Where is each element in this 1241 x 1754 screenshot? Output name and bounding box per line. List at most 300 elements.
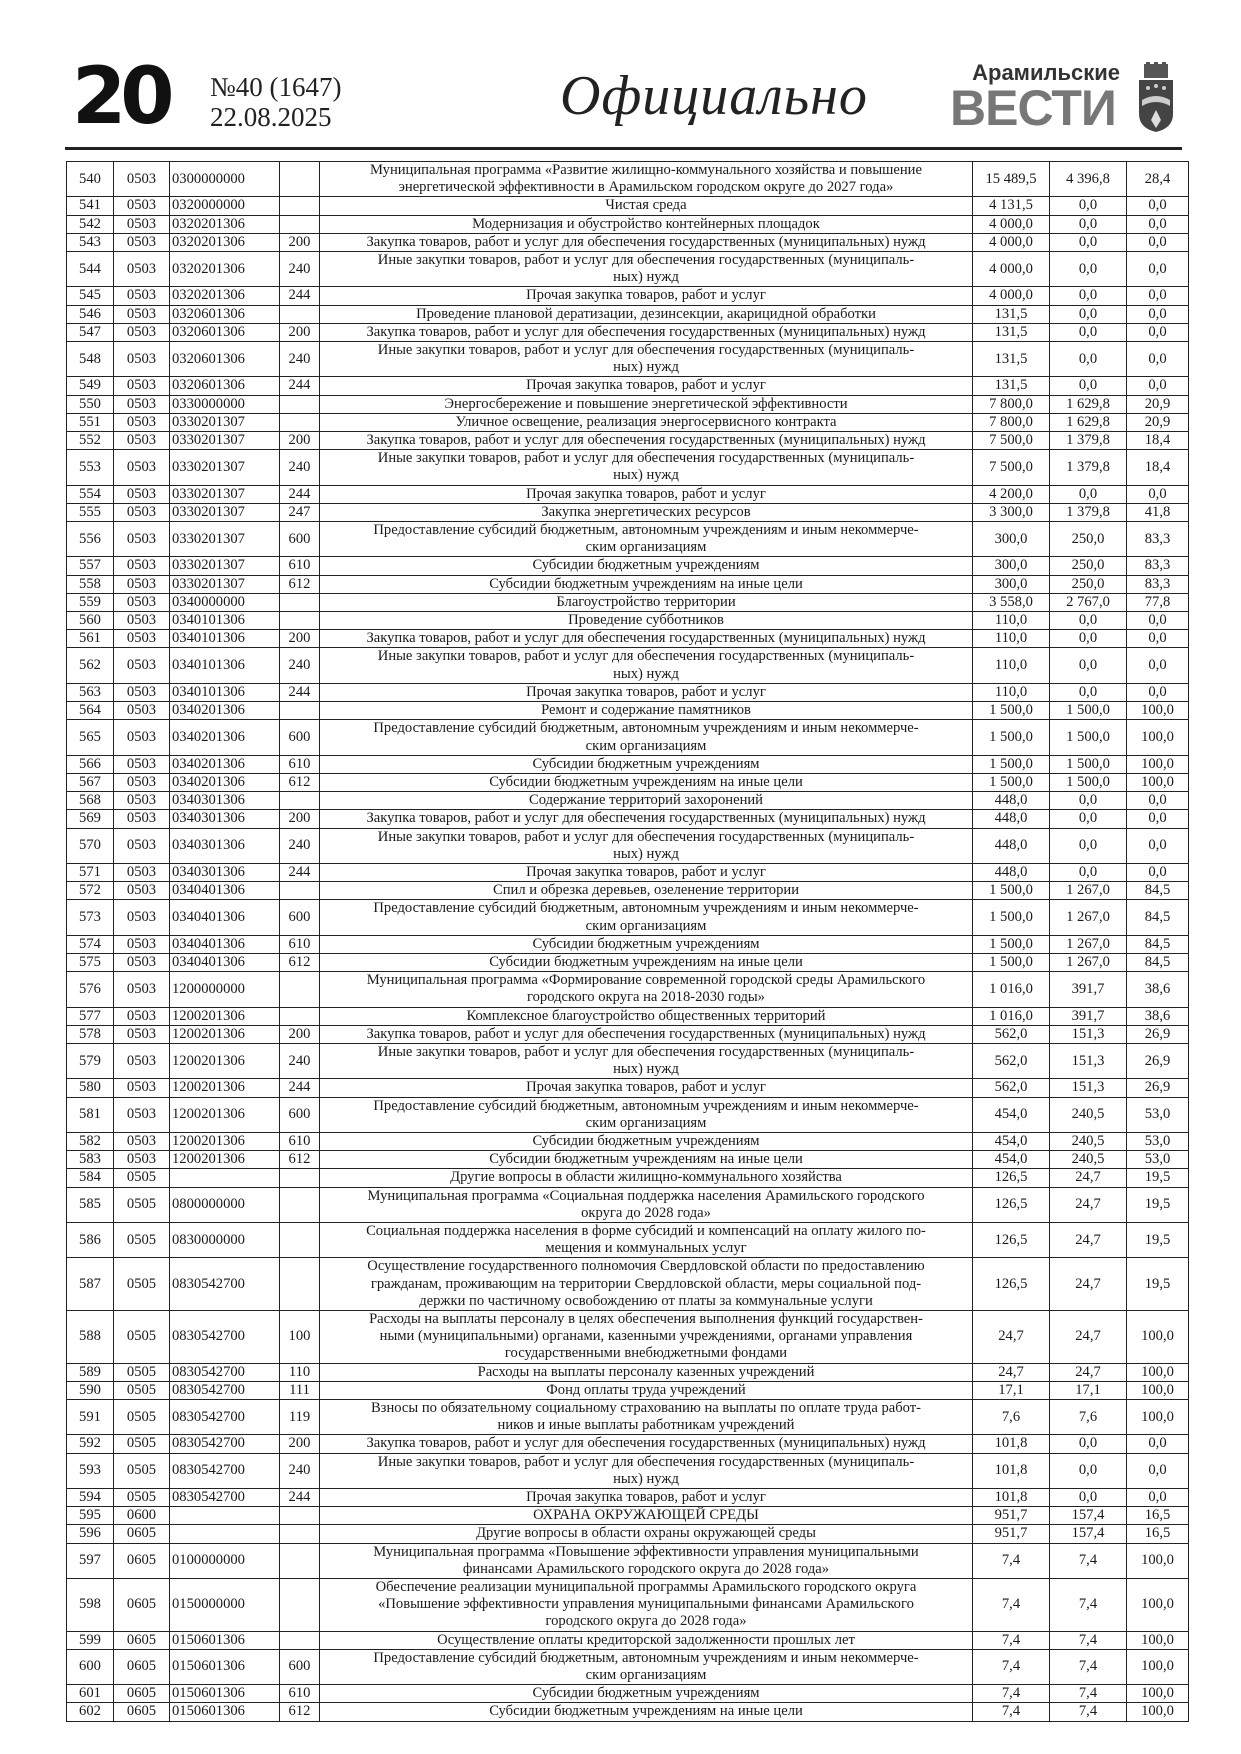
item-name: Расходы на выплаты персоналу казенных учреждений xyxy=(320,1363,973,1381)
item-name: Осуществление государственного полномочия Свердловской области по предоставлению гражданам, проживающим на территории Свердловской области, меры социальной под- держки по частичному освобождению от платы за коммунальные услуги xyxy=(320,1258,973,1311)
actual-amount: 24,7 xyxy=(1050,1258,1127,1311)
expense-type: 240 xyxy=(280,648,320,683)
item-name: Закупка товаров, работ и услуг для обеспечения государственных (муниципальных) нужд xyxy=(320,432,973,450)
actual-amount: 1 267,0 xyxy=(1050,900,1127,935)
target-article: 1200000000 xyxy=(170,972,280,1007)
item-name: Уличное освещение, реализация энергосервисного контракта xyxy=(320,413,973,431)
section-code: 0503 xyxy=(114,972,170,1007)
target-article: 1200201306 xyxy=(170,1079,280,1097)
target-article: 0320201306 xyxy=(170,287,280,305)
table-row xyxy=(67,522,1189,557)
row-number: 589 xyxy=(67,1363,114,1381)
table-row xyxy=(67,1132,1189,1150)
row-number: 599 xyxy=(67,1631,114,1649)
row-number: 550 xyxy=(67,395,114,413)
actual-amount: 0,0 xyxy=(1050,683,1127,701)
expense-type xyxy=(280,792,320,810)
expense-type xyxy=(280,1222,320,1257)
section-code: 0503 xyxy=(114,575,170,593)
row-number: 543 xyxy=(67,233,114,251)
plan-amount: 3 558,0 xyxy=(973,593,1050,611)
table-row xyxy=(67,413,1189,431)
actual-amount: 0,0 xyxy=(1050,630,1127,648)
table-row xyxy=(67,1007,1189,1025)
plan-amount: 131,5 xyxy=(973,342,1050,377)
section-code: 0503 xyxy=(114,828,170,863)
plan-amount: 101,8 xyxy=(973,1489,1050,1507)
expense-type: 100 xyxy=(280,1311,320,1364)
plan-amount: 4 000,0 xyxy=(973,287,1050,305)
section-code: 0503 xyxy=(114,413,170,431)
expense-type: 612 xyxy=(280,773,320,791)
target-article: 0330201307 xyxy=(170,413,280,431)
section-code: 0503 xyxy=(114,1043,170,1078)
table-row xyxy=(67,935,1189,953)
expense-type: 600 xyxy=(280,1097,320,1132)
table-row xyxy=(67,1381,1189,1399)
item-name: Субсидии бюджетным учреждениям xyxy=(320,1685,973,1703)
section-code: 0503 xyxy=(114,953,170,971)
expense-type: 247 xyxy=(280,503,320,521)
target-article: 0830542700 xyxy=(170,1489,280,1507)
item-name: Закупка товаров, работ и услуг для обеспечения государственных (муниципальных) нужд xyxy=(320,233,973,251)
expense-type: 600 xyxy=(280,1649,320,1684)
row-number: 554 xyxy=(67,485,114,503)
actual-amount: 1 379,8 xyxy=(1050,503,1127,521)
plan-amount: 4 200,0 xyxy=(973,485,1050,503)
expense-type: 612 xyxy=(280,953,320,971)
actual-amount: 151,3 xyxy=(1050,1025,1127,1043)
expense-type: 610 xyxy=(280,755,320,773)
item-name: Субсидии бюджетным учреждениям на иные цели xyxy=(320,1151,973,1169)
expense-type xyxy=(280,702,320,720)
coat-of-arms-icon xyxy=(1136,62,1176,132)
table-row xyxy=(67,215,1189,233)
execution-percent: 100,0 xyxy=(1127,1543,1189,1578)
section-code: 0505 xyxy=(114,1435,170,1453)
table-row xyxy=(67,1311,1189,1364)
actual-amount: 0,0 xyxy=(1050,792,1127,810)
row-number: 580 xyxy=(67,1079,114,1097)
plan-amount: 24,7 xyxy=(973,1363,1050,1381)
target-article: 0330000000 xyxy=(170,395,280,413)
target-article: 0100000000 xyxy=(170,1543,280,1578)
row-number: 575 xyxy=(67,953,114,971)
row-number: 596 xyxy=(67,1525,114,1543)
execution-percent: 84,5 xyxy=(1127,935,1189,953)
execution-percent: 100,0 xyxy=(1127,1363,1189,1381)
plan-amount: 7 800,0 xyxy=(973,395,1050,413)
section-code: 0605 xyxy=(114,1649,170,1684)
actual-amount: 240,5 xyxy=(1050,1097,1127,1132)
table-row xyxy=(67,1631,1189,1649)
plan-amount: 131,5 xyxy=(973,305,1050,323)
table-row xyxy=(67,773,1189,791)
actual-amount: 1 500,0 xyxy=(1050,755,1127,773)
actual-amount: 1 629,8 xyxy=(1050,395,1127,413)
execution-percent: 100,0 xyxy=(1127,1631,1189,1649)
expense-type: 612 xyxy=(280,1703,320,1721)
target-article: 0320201306 xyxy=(170,252,280,287)
section-code: 0605 xyxy=(114,1703,170,1721)
target-article: 0320201306 xyxy=(170,215,280,233)
expense-type xyxy=(280,1525,320,1543)
execution-percent: 100,0 xyxy=(1127,1381,1189,1399)
item-name: Субсидии бюджетным учреждениям xyxy=(320,557,973,575)
section-code: 0503 xyxy=(114,450,170,485)
section-code: 0505 xyxy=(114,1311,170,1364)
table-row xyxy=(67,395,1189,413)
table-row xyxy=(67,1187,1189,1222)
row-number: 556 xyxy=(67,522,114,557)
plan-amount: 131,5 xyxy=(973,323,1050,341)
plan-amount: 7,4 xyxy=(973,1649,1050,1684)
budget-table xyxy=(66,161,1189,1722)
item-name: Проведение плановой дератизации, дезинсекции, акарицидной обработки xyxy=(320,305,973,323)
plan-amount: 126,5 xyxy=(973,1169,1050,1187)
section-code: 0505 xyxy=(114,1381,170,1399)
plan-amount: 17,1 xyxy=(973,1381,1050,1399)
item-name: Чистая среда xyxy=(320,197,973,215)
logo-top-text: Арамильские xyxy=(972,60,1120,85)
section-code: 0503 xyxy=(114,720,170,755)
item-name: Прочая закупка товаров, работ и услуг xyxy=(320,287,973,305)
table-row xyxy=(67,485,1189,503)
expense-type: 600 xyxy=(280,900,320,935)
item-name: Проведение субботников xyxy=(320,612,973,630)
expense-type xyxy=(280,305,320,323)
item-name: Взносы по обязательному социальному страхованию на выплаты по оплате труда работ- ников и иные выплаты работникам учреждений xyxy=(320,1400,973,1435)
target-article: 0830542700 xyxy=(170,1400,280,1435)
actual-amount: 240,5 xyxy=(1050,1132,1127,1150)
expense-type xyxy=(280,413,320,431)
table-row xyxy=(67,252,1189,287)
expense-type: 200 xyxy=(280,323,320,341)
target-article: 0150601306 xyxy=(170,1631,280,1649)
plan-amount: 110,0 xyxy=(973,630,1050,648)
section-code: 0503 xyxy=(114,792,170,810)
item-name: Ремонт и содержание памятников xyxy=(320,702,973,720)
execution-percent: 20,9 xyxy=(1127,395,1189,413)
section-code: 0503 xyxy=(114,1079,170,1097)
target-article: 0830000000 xyxy=(170,1222,280,1257)
section-code: 0605 xyxy=(114,1631,170,1649)
item-name: Предоставление субсидий бюджетным, автономным учреждениям и иным некоммерче- ским организациям xyxy=(320,1097,973,1132)
target-article xyxy=(170,1507,280,1525)
actual-amount: 0,0 xyxy=(1050,810,1127,828)
target-article: 0320601306 xyxy=(170,342,280,377)
expense-type xyxy=(280,1007,320,1025)
plan-amount: 562,0 xyxy=(973,1025,1050,1043)
item-name: Муниципальная программа «Формирование современной городской среды Арамильского городского округа на 2018-2030 годы» xyxy=(320,972,973,1007)
section-code: 0600 xyxy=(114,1507,170,1525)
item-name: Предоставление субсидий бюджетным, автономным учреждениям и иным некоммерче- ским организациям xyxy=(320,900,973,935)
plan-amount: 7,6 xyxy=(973,1400,1050,1435)
row-number: 584 xyxy=(67,1169,114,1187)
table-row xyxy=(67,1222,1189,1257)
actual-amount: 7,4 xyxy=(1050,1649,1127,1684)
execution-percent: 19,5 xyxy=(1127,1169,1189,1187)
target-article: 0340000000 xyxy=(170,593,280,611)
target-article: 0340201306 xyxy=(170,755,280,773)
target-article: 1200201306 xyxy=(170,1043,280,1078)
row-number: 565 xyxy=(67,720,114,755)
row-number: 541 xyxy=(67,197,114,215)
item-name: Другие вопросы в области жилищно-коммунального хозяйства xyxy=(320,1169,973,1187)
plan-amount: 7,4 xyxy=(973,1543,1050,1578)
table-row xyxy=(67,1649,1189,1684)
expense-type: 244 xyxy=(280,683,320,701)
execution-percent: 38,6 xyxy=(1127,1007,1189,1025)
plan-amount: 1 016,0 xyxy=(973,1007,1050,1025)
row-number: 587 xyxy=(67,1258,114,1311)
plan-amount: 4 000,0 xyxy=(973,233,1050,251)
actual-amount: 1 500,0 xyxy=(1050,702,1127,720)
execution-percent: 18,4 xyxy=(1127,432,1189,450)
expense-type: 610 xyxy=(280,557,320,575)
item-name: Иные закупки товаров, работ и услуг для обеспечения государственных (муниципаль- ных) нужд xyxy=(320,1043,973,1078)
target-article: 0340101306 xyxy=(170,612,280,630)
table-row xyxy=(67,1543,1189,1578)
item-name: Модернизация и обустройство контейнерных площадок xyxy=(320,215,973,233)
row-number: 583 xyxy=(67,1151,114,1169)
actual-amount: 151,3 xyxy=(1050,1043,1127,1078)
execution-percent: 26,9 xyxy=(1127,1043,1189,1078)
expense-type xyxy=(280,612,320,630)
plan-amount: 1 500,0 xyxy=(973,882,1050,900)
actual-amount: 151,3 xyxy=(1050,1079,1127,1097)
target-article: 0340401306 xyxy=(170,935,280,953)
item-name: Закупка товаров, работ и услуг для обеспечения государственных (муниципальных) нужд xyxy=(320,1435,973,1453)
target-article: 0320601306 xyxy=(170,323,280,341)
target-article: 0340101306 xyxy=(170,683,280,701)
plan-amount: 4 000,0 xyxy=(973,252,1050,287)
row-number: 560 xyxy=(67,612,114,630)
target-article: 0800000000 xyxy=(170,1187,280,1222)
row-number: 585 xyxy=(67,1187,114,1222)
expense-type: 244 xyxy=(280,1489,320,1507)
section-code: 0503 xyxy=(114,702,170,720)
plan-amount: 4 000,0 xyxy=(973,215,1050,233)
section-code: 0503 xyxy=(114,162,170,197)
issue-number: №40 (1647) xyxy=(210,72,342,102)
table-row xyxy=(67,323,1189,341)
execution-percent: 0,0 xyxy=(1127,287,1189,305)
section-code: 0503 xyxy=(114,612,170,630)
section-code: 0503 xyxy=(114,342,170,377)
section-code: 0503 xyxy=(114,882,170,900)
execution-percent: 53,0 xyxy=(1127,1151,1189,1169)
actual-amount: 24,7 xyxy=(1050,1363,1127,1381)
item-name: Прочая закупка товаров, работ и услуг xyxy=(320,1489,973,1507)
execution-percent: 0,0 xyxy=(1127,828,1189,863)
table-row xyxy=(67,648,1189,683)
target-article: 0340401306 xyxy=(170,882,280,900)
row-number: 547 xyxy=(67,323,114,341)
actual-amount: 1 379,8 xyxy=(1050,450,1127,485)
actual-amount: 0,0 xyxy=(1050,612,1127,630)
row-number: 586 xyxy=(67,1222,114,1257)
plan-amount: 126,5 xyxy=(973,1187,1050,1222)
expense-type: 244 xyxy=(280,1079,320,1097)
page-number: 20 xyxy=(72,52,169,142)
actual-amount: 7,6 xyxy=(1050,1400,1127,1435)
item-name: Предоставление субсидий бюджетным, автономным учреждениям и иным некоммерче- ским организациям xyxy=(320,1649,973,1684)
section-code: 0503 xyxy=(114,1097,170,1132)
execution-percent: 26,9 xyxy=(1127,1079,1189,1097)
actual-amount: 24,7 xyxy=(1050,1169,1127,1187)
item-name: Иные закупки товаров, работ и услуг для обеспечения государственных (муниципаль- ных) нужд xyxy=(320,252,973,287)
execution-percent: 84,5 xyxy=(1127,882,1189,900)
actual-amount: 0,0 xyxy=(1050,323,1127,341)
expense-type xyxy=(280,593,320,611)
newspaper-logo xyxy=(950,60,1120,136)
actual-amount: 7,4 xyxy=(1050,1579,1127,1632)
expense-type xyxy=(280,1507,320,1525)
execution-percent: 53,0 xyxy=(1127,1097,1189,1132)
section-code: 0503 xyxy=(114,503,170,521)
expense-type: 600 xyxy=(280,720,320,755)
actual-amount: 1 500,0 xyxy=(1050,773,1127,791)
section-code: 0503 xyxy=(114,810,170,828)
target-article: 0830542700 xyxy=(170,1381,280,1399)
actual-amount: 0,0 xyxy=(1050,305,1127,323)
execution-percent: 20,9 xyxy=(1127,413,1189,431)
actual-amount: 1 500,0 xyxy=(1050,720,1127,755)
table-row xyxy=(67,755,1189,773)
table-row xyxy=(67,1507,1189,1525)
expense-type: 612 xyxy=(280,575,320,593)
execution-percent: 0,0 xyxy=(1127,377,1189,395)
plan-amount: 1 500,0 xyxy=(973,953,1050,971)
actual-amount: 1 267,0 xyxy=(1050,953,1127,971)
item-name: Закупка энергетических ресурсов xyxy=(320,503,973,521)
execution-percent: 19,5 xyxy=(1127,1187,1189,1222)
target-article: 0330201307 xyxy=(170,432,280,450)
item-name: Иные закупки товаров, работ и услуг для обеспечения государственных (муниципаль- ных) нужд xyxy=(320,1453,973,1488)
actual-amount: 1 629,8 xyxy=(1050,413,1127,431)
actual-amount: 0,0 xyxy=(1050,485,1127,503)
table-row xyxy=(67,972,1189,1007)
row-number: 566 xyxy=(67,755,114,773)
row-number: 557 xyxy=(67,557,114,575)
target-article: 0330201307 xyxy=(170,450,280,485)
target-article: 0830542700 xyxy=(170,1258,280,1311)
table-row xyxy=(67,1685,1189,1703)
row-number: 572 xyxy=(67,882,114,900)
section-code: 0503 xyxy=(114,485,170,503)
plan-amount: 300,0 xyxy=(973,575,1050,593)
plan-amount: 24,7 xyxy=(973,1311,1050,1364)
expense-type: 244 xyxy=(280,287,320,305)
row-number: 568 xyxy=(67,792,114,810)
target-article: 0300000000 xyxy=(170,162,280,197)
item-name: Осуществление оплаты кредиторской задолженности прошлых лет xyxy=(320,1631,973,1649)
expense-type: 610 xyxy=(280,935,320,953)
target-article: 1200201306 xyxy=(170,1097,280,1132)
section-code: 0505 xyxy=(114,1363,170,1381)
plan-amount: 1 500,0 xyxy=(973,900,1050,935)
section-code: 0505 xyxy=(114,1222,170,1257)
execution-percent: 0,0 xyxy=(1127,233,1189,251)
table-row xyxy=(67,882,1189,900)
plan-amount: 300,0 xyxy=(973,522,1050,557)
section-code: 0503 xyxy=(114,1007,170,1025)
execution-percent: 0,0 xyxy=(1127,683,1189,701)
plan-amount: 1 500,0 xyxy=(973,935,1050,953)
item-name: Благоустройство территории xyxy=(320,593,973,611)
section-code: 0505 xyxy=(114,1169,170,1187)
item-name: Другие вопросы в области охраны окружающей среды xyxy=(320,1525,973,1543)
table-row xyxy=(67,828,1189,863)
actual-amount: 1 379,8 xyxy=(1050,432,1127,450)
section-code: 0503 xyxy=(114,287,170,305)
table-row xyxy=(67,702,1189,720)
table-row xyxy=(67,1525,1189,1543)
actual-amount: 391,7 xyxy=(1050,972,1127,1007)
actual-amount: 24,7 xyxy=(1050,1222,1127,1257)
target-article: 0330201307 xyxy=(170,575,280,593)
row-number: 548 xyxy=(67,342,114,377)
table-row xyxy=(67,1025,1189,1043)
actual-amount: 0,0 xyxy=(1050,287,1127,305)
target-article: 0150601306 xyxy=(170,1685,280,1703)
row-number: 561 xyxy=(67,630,114,648)
plan-amount: 15 489,5 xyxy=(973,162,1050,197)
item-name: ОХРАНА ОКРУЖАЮЩЕЙ СРЕДЫ xyxy=(320,1507,973,1525)
table-row xyxy=(67,863,1189,881)
table-row xyxy=(67,305,1189,323)
plan-amount: 454,0 xyxy=(973,1097,1050,1132)
table-row xyxy=(67,197,1189,215)
item-name: Иные закупки товаров, работ и услуг для обеспечения государственных (муниципаль- ных) нужд xyxy=(320,450,973,485)
item-name: Муниципальная программа «Повышение эффективности управления муниципальными финансами Арамильского городского округа до 2028 года» xyxy=(320,1543,973,1578)
section-code: 0503 xyxy=(114,522,170,557)
actual-amount: 0,0 xyxy=(1050,863,1127,881)
plan-amount: 454,0 xyxy=(973,1151,1050,1169)
expense-type: 200 xyxy=(280,1435,320,1453)
target-article: 0340201306 xyxy=(170,773,280,791)
item-name: Субсидии бюджетным учреждениям xyxy=(320,1132,973,1150)
item-name: Энергосбережение и повышение энергетической эффективности xyxy=(320,395,973,413)
item-name: Прочая закупка товаров, работ и услуг xyxy=(320,1079,973,1097)
row-number: 553 xyxy=(67,450,114,485)
table-row xyxy=(67,593,1189,611)
execution-percent: 26,9 xyxy=(1127,1025,1189,1043)
actual-amount: 7,4 xyxy=(1050,1631,1127,1649)
target-article: 0340101306 xyxy=(170,630,280,648)
actual-amount: 0,0 xyxy=(1050,215,1127,233)
table-row xyxy=(67,1043,1189,1078)
actual-amount: 391,7 xyxy=(1050,1007,1127,1025)
section-code: 0505 xyxy=(114,1187,170,1222)
row-number: 540 xyxy=(67,162,114,197)
section-code: 0605 xyxy=(114,1525,170,1543)
expense-type xyxy=(280,1258,320,1311)
target-article: 0340301306 xyxy=(170,828,280,863)
execution-percent: 100,0 xyxy=(1127,1579,1189,1632)
expense-type: 119 xyxy=(280,1400,320,1435)
target-article: 0150601306 xyxy=(170,1649,280,1684)
target-article: 1200201306 xyxy=(170,1132,280,1150)
execution-percent: 83,3 xyxy=(1127,522,1189,557)
table-row xyxy=(67,810,1189,828)
target-article: 1200201306 xyxy=(170,1025,280,1043)
row-number: 601 xyxy=(67,1685,114,1703)
plan-amount: 562,0 xyxy=(973,1043,1050,1078)
actual-amount: 2 767,0 xyxy=(1050,593,1127,611)
table-row xyxy=(67,1703,1189,1721)
